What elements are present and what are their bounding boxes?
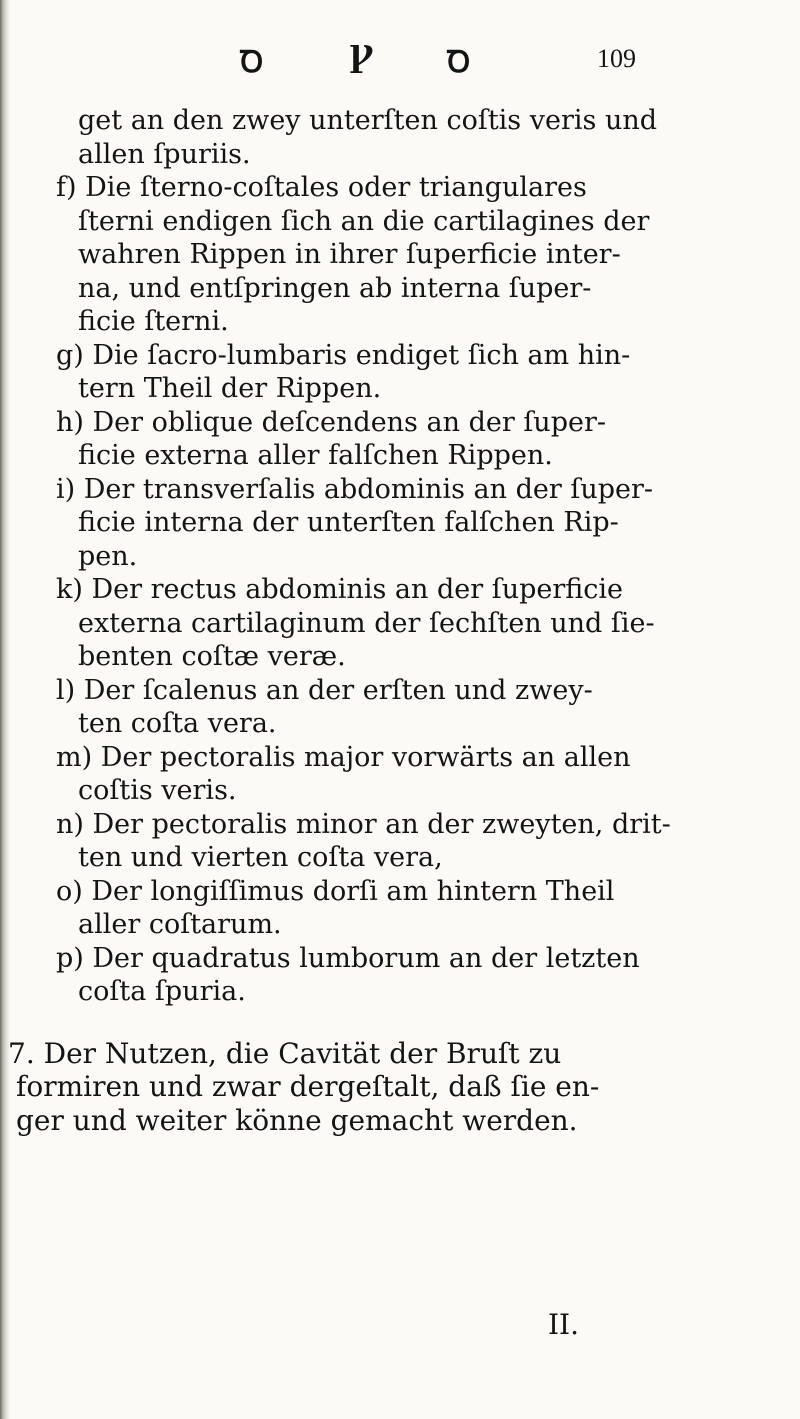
text-line [56,205,786,239]
text-line [56,875,786,909]
text-line-content: ſterni endigen ſich an die cartilagines der [78,205,650,237]
text-line-content: h) Der oblique deſcendens an der ſuper- [56,406,606,438]
page-header [0,40,800,90]
text-line-content: benten coſtæ veræ. [78,641,346,672]
text-line-content: allen ſpuriis. [78,138,251,170]
text-line-content: 7. Der Nutzen, die Cavität der Bruſt zu [8,1036,562,1070]
signature-mark-3: Ꝺ [447,45,472,80]
text-line-content: ficie interna der unterſten falſchen Rip- [78,507,619,538]
text-line [56,607,786,641]
text-line [8,1037,786,1071]
text-line-content: get an den zwey unterſten coſtis veris und [78,105,658,136]
signature-mark-1: Ꝺ [240,45,265,80]
text-line [56,305,786,339]
text-line [56,573,786,607]
text-line [56,439,786,473]
text-line-content: p) Der quadratus lumborum an der letzten [56,942,640,974]
page-number: 109 [597,44,636,73]
text-line [56,841,786,875]
page-binding-edge [0,0,10,1419]
text-line-content: g) Die ſacro-lumbaris endiget ſich am hin- [56,339,631,371]
text-line [56,942,786,976]
text-line-content: i) Der transverſalis abdominis an der ſuper- [56,473,654,505]
text-line-content: l) Der ſcalenus an der erſten und zwey- [56,674,593,706]
paragraph-gap [56,1009,786,1037]
text-line [56,506,786,540]
text-line [16,1104,786,1138]
text-line [56,171,786,205]
text-line-content: ten coſta vera. [78,708,277,739]
text-line [56,473,786,507]
text-line-content: o) Der longiſſimus dorſi am hintern Theil [56,875,615,907]
text-line [56,406,786,440]
text-line-content: k) Der rectus abdominis an der ſuperficie [56,574,624,605]
muscle-list [56,104,786,1009]
text-line [56,674,786,708]
text-line-content: na, und entſpringen ab interna ſuper- [78,272,592,304]
text-line-content: wahren Rippen in ihrer ſuperficie inter- [78,239,621,270]
text-line [56,372,786,406]
text-line-content: ger und weiter könne gemacht werden. [16,1103,578,1137]
paragraph-7 [8,1036,786,1138]
text-line [56,339,786,373]
text-line [56,238,786,272]
text-line-content: tern Theil der Rippen. [78,373,382,404]
text-line-content: formiren und zwar dergeſtalt, daß ſie en- [16,1070,600,1103]
text-line [56,272,786,306]
text-line [56,975,786,1009]
text-line-content: externa cartilaginum der ſechſten und ſie- [78,607,655,639]
text-line [56,138,786,172]
text-line-content: ten und vierten coſta vera, [78,842,443,873]
text-line-content: f) Die ſterno-coſtales oder triangulares [56,172,587,203]
text-line-content: pen. [78,540,138,572]
text-line [56,104,786,138]
main-text [8,104,786,1137]
text-line-content: ficie externa aller falſchen Rippen. [78,440,553,471]
text-line [56,707,786,741]
text-line [56,774,786,808]
text-line [56,908,786,942]
text-line [56,808,786,842]
text-line [56,640,786,674]
text-line-content: n) Der pectoralis minor an der zweyten, drit- [56,808,671,840]
catchword: II. [548,1308,580,1341]
text-line-content: m) Der pectoralis major vorwärts an allen [56,741,631,773]
text-line [16,1070,786,1104]
text-line [56,741,786,775]
text-line-content: coſta ſpuria. [78,976,246,1007]
text-line-content: coſtis veris. [78,775,237,806]
text-line-content: ficie ſterni. [78,306,229,337]
text-line [56,540,786,574]
signature-mark-2: Ꝩ [349,40,374,75]
text-line-content: aller coſtarum. [78,909,282,940]
